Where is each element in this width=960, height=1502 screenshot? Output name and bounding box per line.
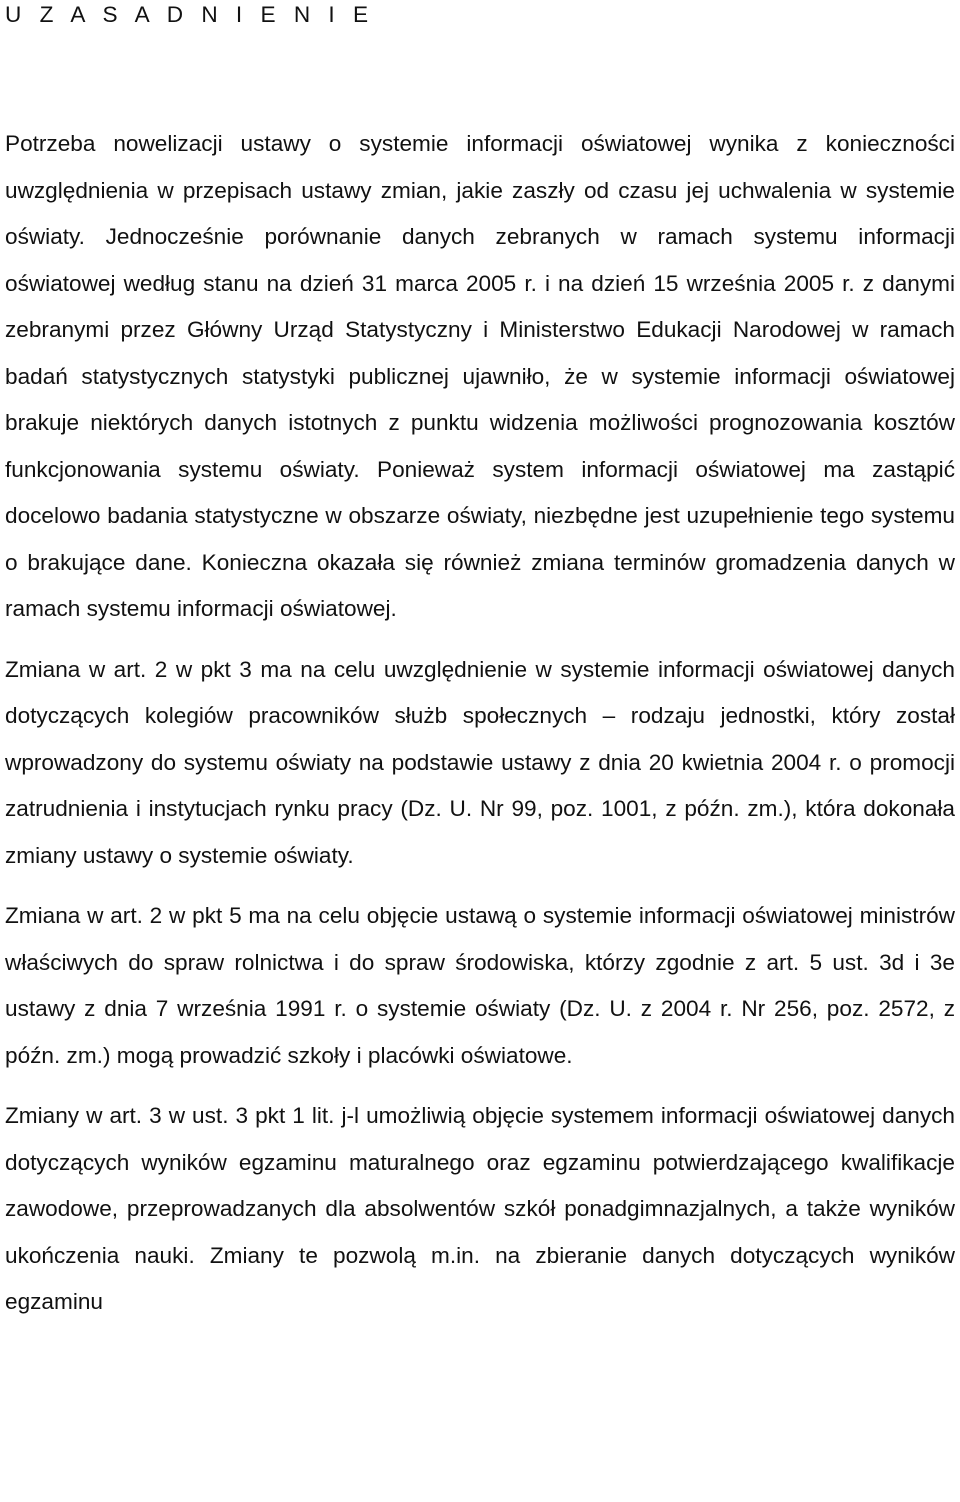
paragraph-art2-pkt5: Zmiana w art. 2 w pkt 5 ma na celu objęcie ustawą o systemie informacji oświatowej ministrów właściwych do spraw rolnictwa i do spraw środowiska, którzy zgodnie z art. 5 ust. 3d i 3e ustawy z dnia 7 września 1991 r. o systemie oświaty (Dz. U. z 2004 r. Nr 256, poz. 2572, z późn. zm.) mogą prowadzić szkoły i placówki oświatowe.: [5, 903, 955, 1068]
paragraph-art3-ust3: Zmiany w art. 3 w ust. 3 pkt 1 lit. j-l umożliwią objęcie systemem informacji oświatowej danych dotyczących wyników egzaminu maturalnego oraz egzaminu potwierdzającego kwalifikacje zawodowe, przeprowadzanych dla absolwentów szkół ponadgimnazjalnych, a także wyników ukończenia nauki. Zmiany te pozwolą m.in. na zbieranie danych dotyczących wyników egzaminu: [5, 1103, 955, 1314]
document-title: U Z A S A D N I E N I E: [5, 2, 375, 27]
paragraph-rationale-intro: Potrzeba nowelizacji ustawy o systemie informacji oświatowej wynika z konieczności uwzględnienia w przepisach ustawy zmian, jakie zaszły od czasu jej uchwalenia w systemie oświaty. Jednocześnie porównanie danych zebranych w ramach systemu informacji oświatowej według stanu na dzień 31 marca 2005 r. i na dzień 15 września 2005 r. z danymi zebranymi przez Główny Urząd Statystyczny i Ministerstwo Edukacji Narodowej w ramach badań statystycznych statystyki publicznej ujawniło, że w systemie informacji oświatowej brakuje niektórych danych istotnych z punktu widzenia możliwości prognozowania kosztów funkcjonowania systemu oświaty. Ponieważ system informacji oświatowej ma zastąpić docelowo badania statystyczne w obszarze oświaty, niezbędne jest uzupełnienie tego systemu o brakujące dane. Konieczna okazała się również zmiana terminów gromadzenia danych w ramach systemu informacji oświatowej.: [5, 131, 955, 621]
paragraph-art2-pkt3: Zmiana w art. 2 w pkt 3 ma na celu uwzględnienie w systemie informacji oświatowej danych dotyczących kolegiów pracowników służb społecznych – rodzaju jednostki, który został wprowadzony do systemu oświaty na podstawie ustawy z dnia 20 kwietnia 2004 r. o promocji zatrudnienia i instytucjach rynku pracy (Dz. U. Nr 99, poz. 1001, z późn. zm.), która dokonała zmiany ustawy o systemie oświaty.: [5, 656, 955, 868]
